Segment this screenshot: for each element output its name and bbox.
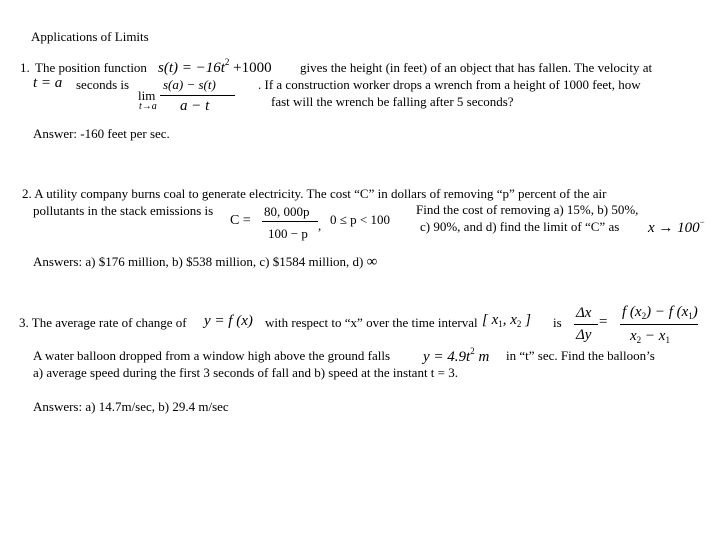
problem-3-intro: 3. The average rate of change of	[19, 315, 187, 330]
velocity-numerator: s(a) − s(t)	[163, 77, 216, 92]
problem-3-answer: Answers: a) 14.7m/sec, b) 29.4 m/sec	[33, 399, 229, 414]
cost-comma: ,	[318, 218, 322, 233]
problem-2-questions-1: Find the cost of removing a) 15%, b) 50%,	[416, 202, 639, 217]
rate-numerator-sub-a: 2	[641, 311, 647, 321]
time-interval	[482, 313, 531, 329]
interval-close: ]	[521, 312, 532, 328]
limit-expression-base: x → 100	[648, 220, 700, 236]
delta-y: Δy	[576, 327, 592, 343]
velocity-fraction-bar	[160, 95, 235, 96]
position-function	[158, 58, 272, 76]
problem-2-line-1: 2. A utility company burns coal to generate electricity. The cost “C” in dollars of removing “p” percent of the air	[22, 186, 607, 201]
rate-denominator-sub-a: 2	[636, 335, 642, 345]
page-title: Applications of Limits	[31, 29, 149, 44]
velocity-denominator: a − t	[180, 98, 210, 114]
rate-denominator-a: x	[630, 328, 637, 344]
problem-2-line-2: pollutants in the stack emissions is	[33, 203, 214, 218]
balloon-text-3: a) average speed during the first 3 seconds of fall and b) speed at the instant t = 3.	[33, 365, 459, 380]
position-function-constant: +1000	[229, 60, 272, 76]
rate-numerator-a: f (x	[622, 304, 642, 320]
rate-numerator-b: ) − f (x	[646, 304, 689, 320]
limit-expression-sign: −	[699, 217, 705, 227]
position-function-base: s(t) = −16t	[158, 60, 225, 76]
rate-numerator-sub-b: 1	[688, 311, 693, 321]
balloon-equation-unit: m	[474, 349, 490, 365]
problem-2-answer-text: Answers: a) $176 million, b) $538 million, c) $1584 million, d)	[33, 254, 364, 269]
function-y-f-x: y = f (x)	[204, 313, 253, 329]
problem-1-text-3: fast will the wrench be falling after 5 seconds?	[271, 94, 514, 109]
cost-numerator: 80, 000p	[264, 204, 310, 219]
balloon-equation	[423, 347, 489, 365]
cost-function-lhs: C =	[230, 213, 251, 228]
infinity-symbol: ∞	[366, 254, 378, 270]
cost-denominator: 100 − p	[268, 226, 308, 241]
interval-sub-1: 1	[498, 319, 503, 329]
interval-open: [ x	[482, 312, 499, 328]
balloon-equation-exponent: 2	[470, 346, 475, 356]
cost-domain: 0 ≤ p < 100	[330, 212, 390, 227]
delta-fraction-bar	[574, 324, 598, 325]
interval-sub-2: 2	[516, 319, 522, 329]
problem-2-questions-2: c) 90%, and d) find the limit of “C” as	[420, 219, 620, 234]
interval-mid: , x	[502, 312, 517, 328]
balloon-text-2: in “t” sec. Find the balloon’s	[506, 348, 655, 363]
limit-symbol: lim	[138, 88, 156, 103]
t-equals-a: t = a	[33, 75, 63, 91]
problem-3-text: with respect to “x” over the time interval	[265, 315, 478, 330]
problem-2-answer	[33, 255, 377, 270]
is-label: is	[553, 315, 562, 330]
rate-numerator	[622, 305, 698, 321]
problem-1-number: 1.	[20, 60, 30, 75]
balloon-equation-base: y = 4.9t	[423, 349, 471, 365]
rate-denominator	[630, 329, 670, 345]
rate-numerator-c: )	[692, 304, 698, 320]
problem-1-answer: Answer: -160 feet per sec.	[33, 126, 170, 141]
limit-expression	[648, 218, 705, 236]
balloon-text-1: A water balloon dropped from a window high above the ground falls	[33, 348, 391, 363]
rate-denominator-sub-b: 1	[665, 335, 670, 345]
rate-fraction-bar	[620, 324, 698, 325]
cost-fraction-bar	[262, 221, 318, 222]
delta-x: Δx	[576, 305, 592, 321]
problem-1-text-2: . If a construction worker drops a wrench from a height of 1000 feet, how	[258, 77, 641, 92]
seconds-is-label: seconds is	[76, 77, 130, 92]
position-function-exponent: 2	[224, 57, 230, 67]
limit-subscript: t→a	[139, 101, 157, 112]
problem-1-intro: The position function	[35, 60, 147, 75]
equals-sign: =	[599, 314, 608, 330]
problem-1-text-1: gives the height (in feet) of an object that has fallen. The velocity at	[300, 60, 653, 75]
rate-denominator-b: − x	[641, 328, 666, 344]
